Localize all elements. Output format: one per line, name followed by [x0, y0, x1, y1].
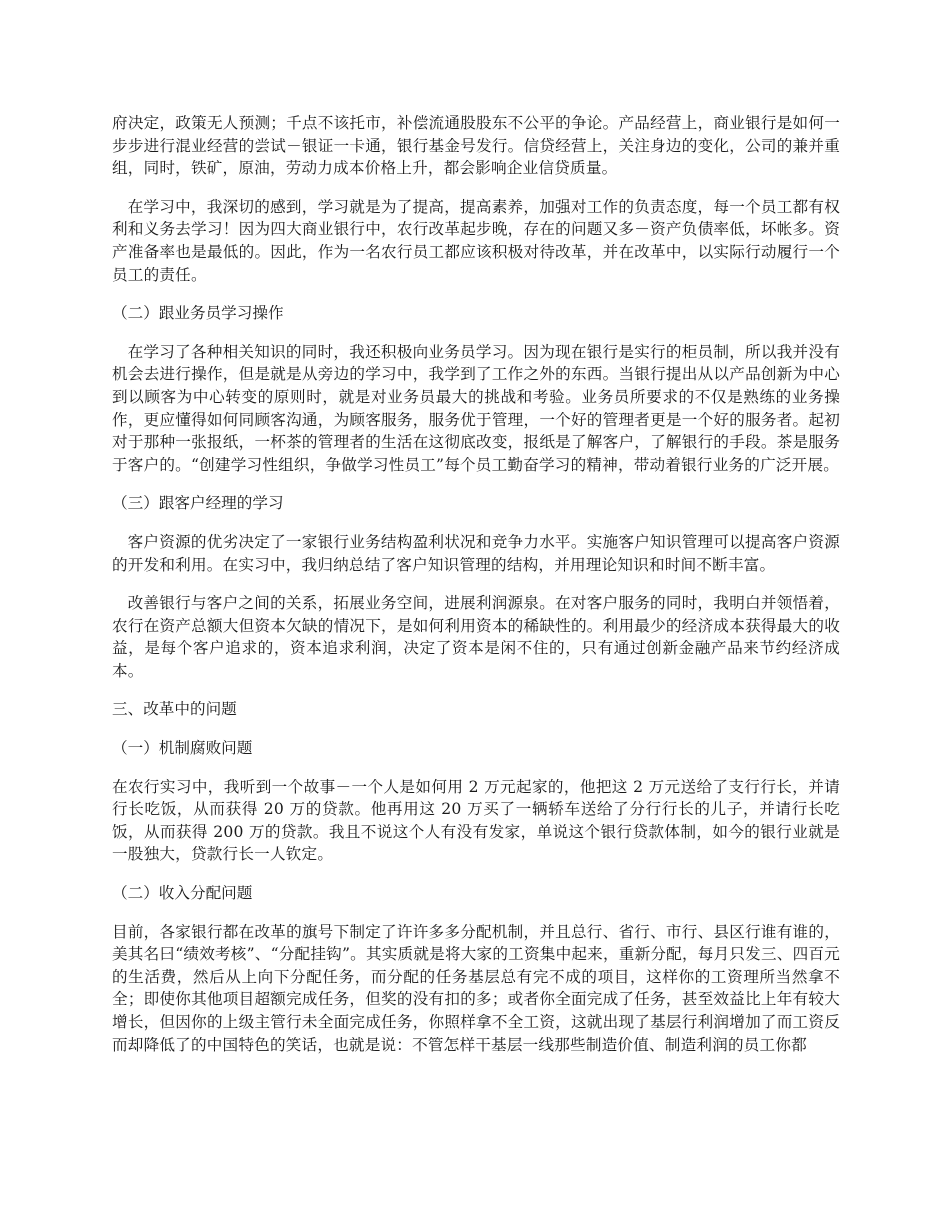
paragraph-1: 府决定，政策无人预测；千点不该托市，补偿流通股股东不公平的争论。产品经营上，商业银行是如何一步步进行混业经营的尝试－银证一卡通，银行基金号发行。信贷经营上，关注身边的变化，公司的兼并重组，同时，铁矿，原油，劳动力成本价格上升，都会影响企业信贷质量。: [112, 114, 840, 178]
paragraph-2: 在学习中，我深切的感到，学习就是为了提高，提高素养，加强对工作的负责态度，每一个员工都有权利和义务去学习！因为四大商业银行中，农行改革起步晚，存在的问题又多－资产负债率低，坏帐多。资产准备率也是最低的。因此，作为一名农行员工都应该积极对待改革，并在改革中，以实际行动履行一个员工的责任。: [112, 197, 840, 284]
paragraph-6: 在农行实习中，我听到一个故事－一个人是如何用 2 万元起家的，他把这 2 万元送给了支行行长，并请行长吃饭，从而获得 20 万的贷款。他再用这 20 万买了一辆轿车送给了分行行长的儿子，并请行长吃饭，从而获得 200 万的贷款。我且不说这个人有没有发家，单说这个银行贷款体制，如今的银行业就是一股独大，贷款行长一人钦定。: [112, 777, 840, 864]
paragraph-4: 客户资源的优劣决定了一家银行业务结构盈利状况和竞争力水平。实施客户知识管理可以提高客户资源的开发和利用。在实习中，我归纳总结了客户知识管理的结构，并用理论知识和时间不断丰富。: [112, 532, 840, 574]
paragraph-5: 改善银行与客户之间的关系，拓展业务空间，进展利润源泉。在对客户服务的同时，我明白并领悟着，农行在资产总额大但资本欠缺的情况下，是如何利用资本的稀缺性的。利用最少的经济成本获得最大的收益，是每个客户追求的，资本追求利润，决定了资本是闲不住的，只有通过创新金融产品来节约经济成本。: [112, 594, 840, 680]
paragraph-3: 在学习了各种相关知识的同时，我还积极向业务员学习。因为现在银行是实行的柜员制，所以我并没有机会去进行操作，但是就是从旁边的学习中，我学到了工作之外的东西。当银行提出从以产品创新为中心到以顾客为中心转变的原则时，就是对业务员最大的挑战和考验。业务员所要求的不仅是熟练的业务操作，更应懂得如何同顾客沟通，为顾客服务，服务优于管理，一个好的管理者更是一个好的服务者。起初对于那种一张报纸，一杯茶的管理者的生活在这彻底改变，报纸是了解客户，了解银行的手段。茶是服务于客户的。“创建学习性组织，争做学习性员工”每个员工勤奋学习的精神，带动着银行业务的广泛开展。: [112, 342, 840, 474]
section-heading-3: （三）跟客户经理的学习: [112, 494, 284, 513]
chapter-heading-3: 三、改革中的问题: [112, 700, 237, 719]
section-heading-2: （二）跟业务员学习操作: [112, 304, 284, 323]
section-heading-mechanism: （一）机制腐败问题: [112, 739, 253, 758]
paragraph-7: 目前，各家银行都在改革的旗号下制定了许许多多分配机制，并且总行、省行、市行、县区行谁有谁的，美其名曰“绩效考核”、“分配挂钩”。其实质就是将大家的工资集中起来，重新分配，每月只发三、四百元的生活费，然后从上向下分配任务，而分配的任务基层总有完不成的项目，这样你的工资理所当然拿不全；即使你其他项目超额完成任务，但奖的没有扣的多；或者你全面完成了任务，甚至效益比上年有较大增长，但因你的上级主管行未全面完成任务，你照样拿不全工资，这就出现了基层行利润增加了而工资反而却降低了的中国特色的笑话，也就是说：不管怎样干基层一线那些制造价值、制造利润的员工你都: [112, 922, 840, 1054]
document-page: [112, 112, 840, 1072]
section-heading-income: （二）收入分配问题: [112, 884, 253, 903]
